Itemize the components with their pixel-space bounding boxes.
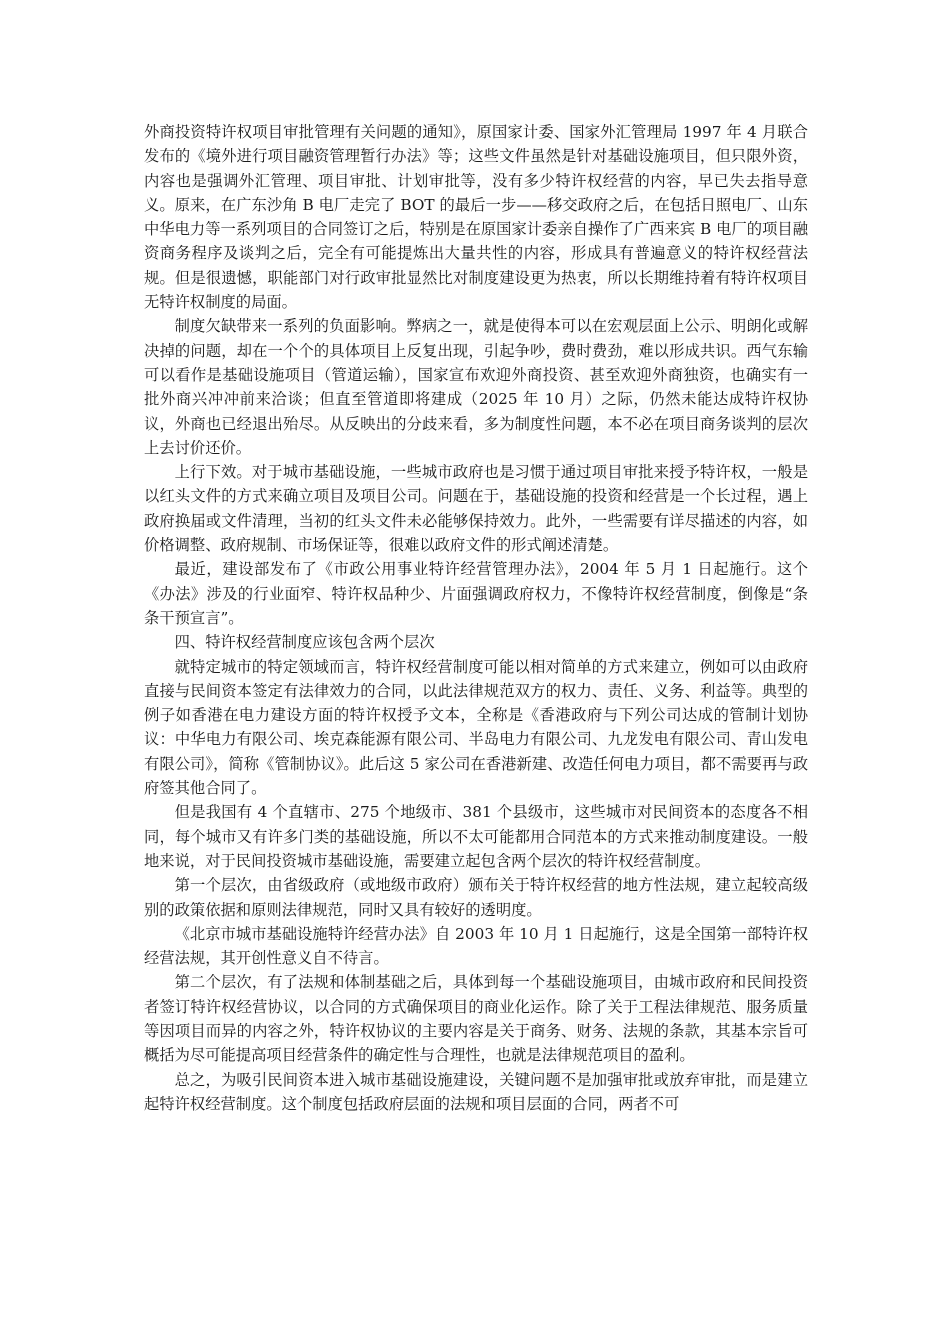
paragraph: 但是我国有 4 个直辖市、275 个地级市、381 个县级市，这些城市对民间资本的态度各不相同，每个城市又有许多门类的基础设施，所以不太可能都用合同范本的方式来推动制度建设。一般地来说，对于民间投资城市基础设施，需要建立起包含两个层次的特许权经营制度。 [144,803,808,870]
paragraph: 外商投资特许权项目审批管理有关问题的通知》，原国家计委、国家外汇管理局 1997 年 4 月联合发布的《境外进行项目融资管理暂行办法》等；这些文件虽然是针对基础设施项目，但只限外资，内容也是强调外汇管理、项目审批、计划审批等，没有多少特许权经营的内容，早已失去指导意义。原来，在广东沙角 B 电厂走完了 BOT 的最后一步——移交政府之后，在包括日照电厂、山东中华电力等一系列项目的合同签订之后，特别是在原国家计委亲自操作了广西来宾 B 电厂的项目融资商务程序及谈判之后，完全有可能提炼出大量共性的内容，形成具有普遍意义的特许权经营法规。但是很遗憾，职能部门对行政审批显然比对制度建设更为热衷，所以长期维持着有特许权项目无特许权制度的局面。 [144,123,808,312]
section-heading: 四、特许权经营制度应该包含两个层次 [174,633,435,652]
paragraph: 总之，为吸引民间资本进入城市基础设施建设，关键问题不是加强审批或放弃审批，而是建立起特许权经营制度。这个制度包括政府层面的法规和项目层面的合同，两者不可 [144,1070,808,1113]
paragraph: 第一个层次，由省级政府（或地级市政府）颁布关于特许权经营的地方性法规，建立起较高级别的政策依据和原则法律规范，同时又具有较好的透明度。 [144,876,808,919]
document-body [144,120,808,1116]
paragraph: 《北京市城市基础设施特许经营办法》自 2003 年 10 月 1 日起施行，这是全国第一部特许权经营法规，其开创性意义自不待言。 [144,924,808,968]
paragraph: 上行下效。对于城市基础设施，一些城市政府也是习惯于通过项目审批来授予特许权，一般是以红头文件的方式来确立项目及项目公司。问题在于，基础设施的投资和经营是一个长过程，遇上政府换届或文件清理，当初的红头文件未必能够保持效力。此外，一些需要有详尽描述的内容，如价格调整、政府规制、市场保证等，很难以政府文件的形式阐述清楚。 [144,463,808,555]
paragraph: 最近，建设部发布了《市政公用事业特许经营管理办法》，2004 年 5 月 1 日起施行。这个《办法》涉及的行业面窄、特许权品种少、片面强调政府权力，不像特许权经营制度，倒像是“条条干预宣言”。 [144,560,808,627]
paragraph: 就特定城市的特定领域而言，特许权经营制度可能以相对简单的方式来建立，例如可以由政府直接与民间资本签定有法律效力的合同，以此法律规范双方的权力、责任、义务、利益等。典型的例子如香港在电力建设方面的特许权授予文本，全称是《香港政府与下列公司达成的管制计划协议：中华电力有限公司、埃克森能源有限公司、半岛电力有限公司、九龙发电有限公司、青山发电有限公司》，简称《管制协议》。此后这 5 家公司在香港新建、改造任何电力项目，都不需要再与政府签其他合同了。 [144,657,808,798]
paragraph: 制度欠缺带来一系列的负面影响。弊病之一，就是使得本可以在宏观层面上公示、明朗化或解决掉的问题，却在一个个的具体项目上反复出现，引起争吵，费时费劲，难以形成共识。西气东输可以看作是基础设施项目（管道运输），国家宣布欢迎外商投资、甚至欢迎外商独资，也确实有一批外商兴冲冲前来洽谈；但直至管道即将建成（2025 年 10 月）之际，仍然未能达成特许权协议，外商也已经退出殆尽。从反映出的分歧来看，多为制度性问题，本不必在项目商务谈判的层次上去讨价还价。 [144,317,808,457]
paragraph: 第二个层次，有了法规和体制基础之后，具体到每一个基础设施项目，由城市政府和民间投资者签订特许权经营协议，以合同的方式确保项目的商业化运作。除了关于工程法律规范、服务质量等因项目而异的内容之外，特许权协议的主要内容是关于商务、财务、法规的条款，其基本宗旨可概括为尽可能提高项目经营条件的确定性与合理性，也就是法律规范项目的盈利。 [144,973,808,1065]
